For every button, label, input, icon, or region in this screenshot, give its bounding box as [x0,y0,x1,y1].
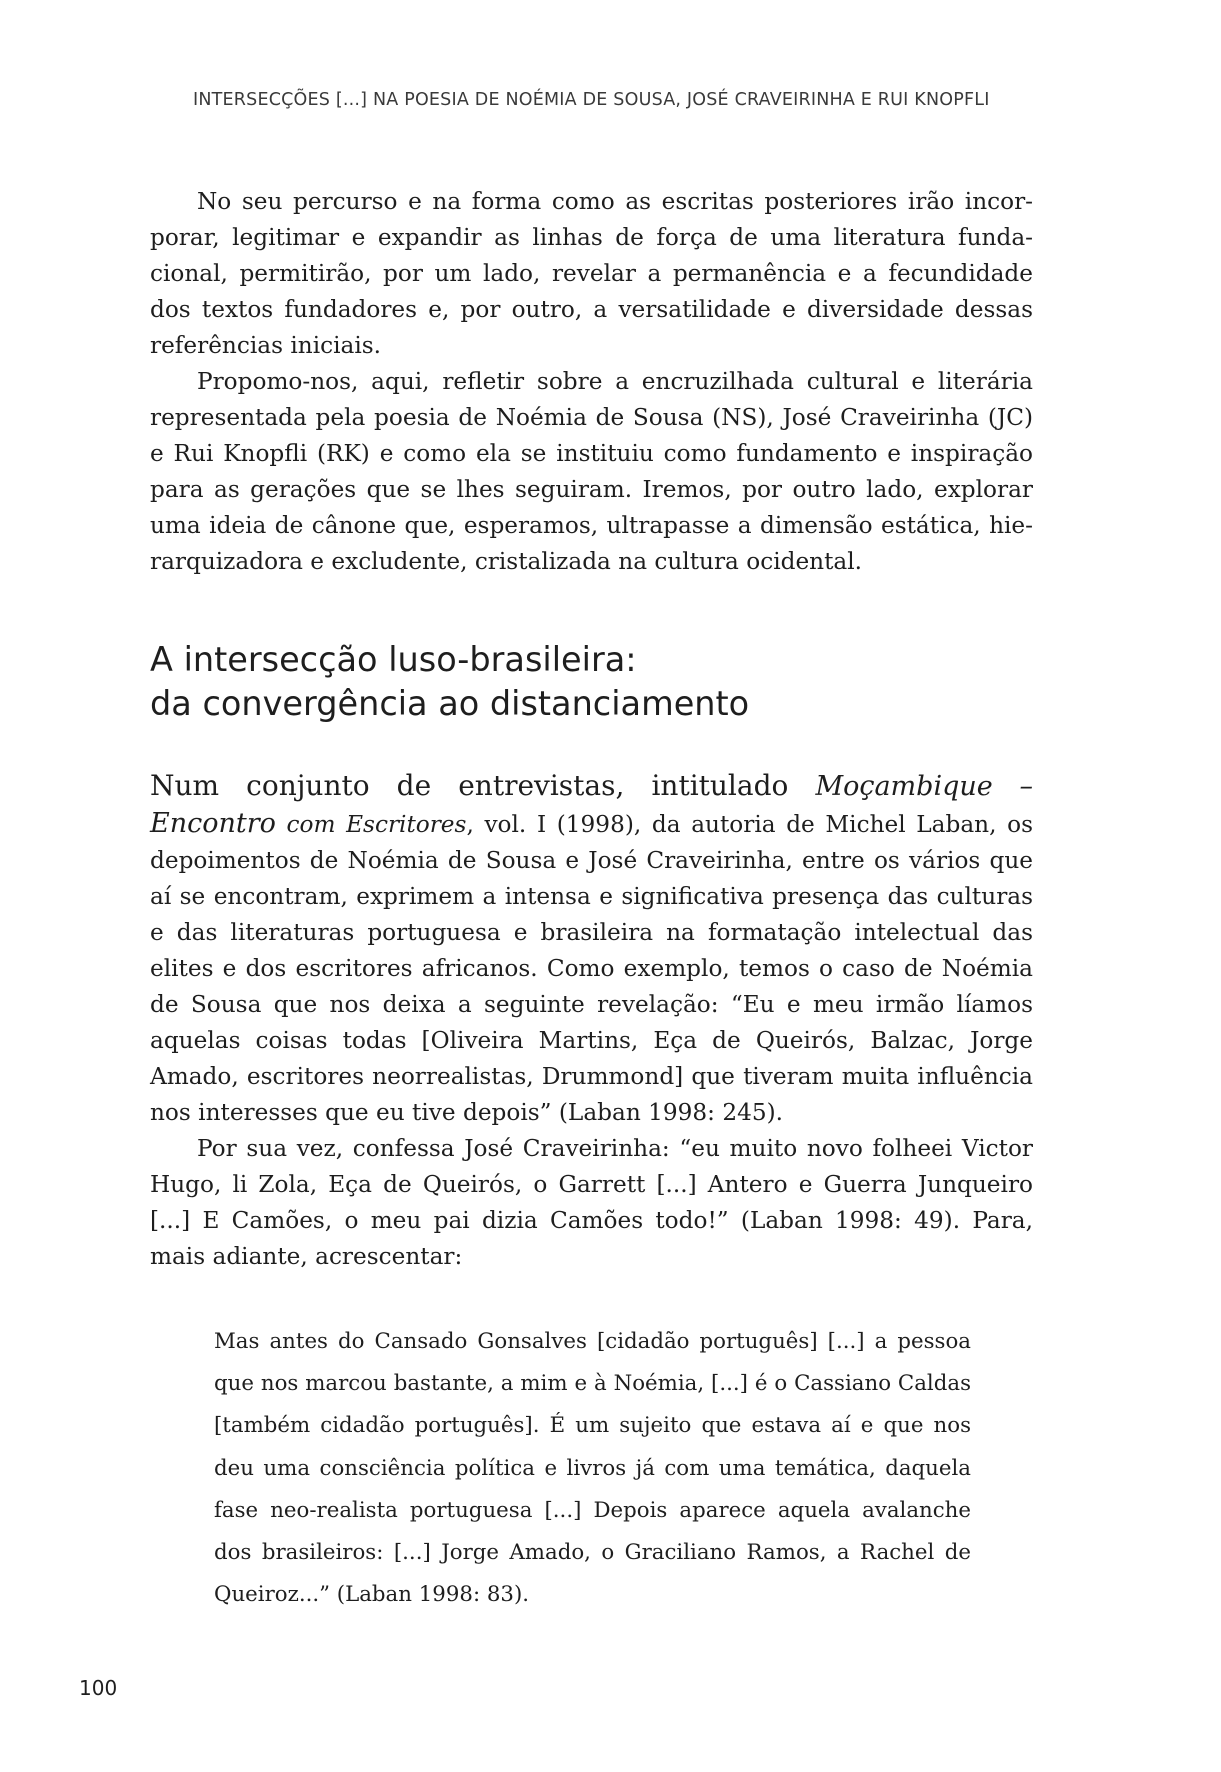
section-paragraph-2: Por sua vez, confessa José Craveirinha: “eu muito novo folheei Victor Hugo, li Zola, Eça de Queirós, o Garrett [...] Antero e Guerra Junqueiro [...] E Camões, o meu pai dizia Camões todo!” (Laban 1998: 49). Para, mais adiante, acrescentar: [150,1135,1033,1270]
section-heading [150,638,1033,726]
intro-paragraph-1: No seu percurso e na forma como as escritas posteriores irão incorporar, legitimar e expandir as linhas de força de uma literatura fundacional, permitirão, por um lado, revelar a permanência e a fecundidade dos textos fundadores e, por outro, a versatilidade e diversidade dessas referências iniciais. [150,188,1033,359]
lead-text: Num conjunto de entrevistas, intitulado [150,769,816,802]
running-header: INTERSECÇÕES [...] NA POESIA DE NOÉMIA DE SOUSA, JOSÉ CRAVEIRINHA E RUI KNOPFLI [193,90,990,110]
section-heading-line-2: da convergência ao distanciamento [150,684,750,723]
intro-paragraph-2: Propomo-nos, aqui, refletir sobre a encruzilhada cultural e literária representada pela poesia de Noémia de Sousa (NS), José Craveirinha (JC) e Rui Knopfli (RK) e como ela se instituiu como fundamento e inspiração para as gerações que se lhes seguiram. Iremos, por outro lado, explorar uma ideia de cânone que, esperamos, ultrapasse a dimensão estática, hierarquizadora e excludente, cristalizada na cultura ocidental. [150,368,1033,575]
block-quote: Mas antes do Cansado Gonsalves [cidadão português] [...] a pessoa que nos marcou bastante, a mim e à Noémia, [...] é o Cassiano Caldas [também cidadão português]. É um sujeito que estava aí e que nos deu uma consciência política e livros já com uma temática, daquela fase neo-realista portuguesa [...] Depois aparece aquela avalanche dos brasileiros: [...] Jorge Amado, o Graciliano Ramos, a Rachel de Queiroz...” (Laban 1998: 83). [214,1329,971,1608]
section-paragraph-1 [150,768,1033,1131]
book-title-part-1: Moçambique – Encontro [150,771,1033,839]
book-title-part-2: com Escritores [286,811,467,838]
section-text [150,768,1033,1275]
section-heading-line-1: A intersecção luso-brasileira: [150,640,637,679]
page-number: 100 [79,1676,118,1700]
section-paragraph-1-rest: , vol. I (1998), da autoria de Michel Laban, os depoimentos de Noémia de Sousa e José Craveirinha, entre os vários que aí se encontram, exprimem a intensa e significativa presença das culturas e das literaturas portuguesa e brasileira na formatação intelectual das elites e dos escritores africanos. Como exemplo, temos o caso de Noémia de Sousa que nos deixa a seguinte revelação: “Eu e meu irmão líamos aquelas coisas todas [Oliveira Martins, Eça de Queirós, Balzac, Jorge Amado, escritores neorrealistas, Drummond] que tiveram muita influência nos interesses que eu tive depois” (Laban 1998: 245). [150,811,1033,1126]
intro-text [150,184,1033,580]
